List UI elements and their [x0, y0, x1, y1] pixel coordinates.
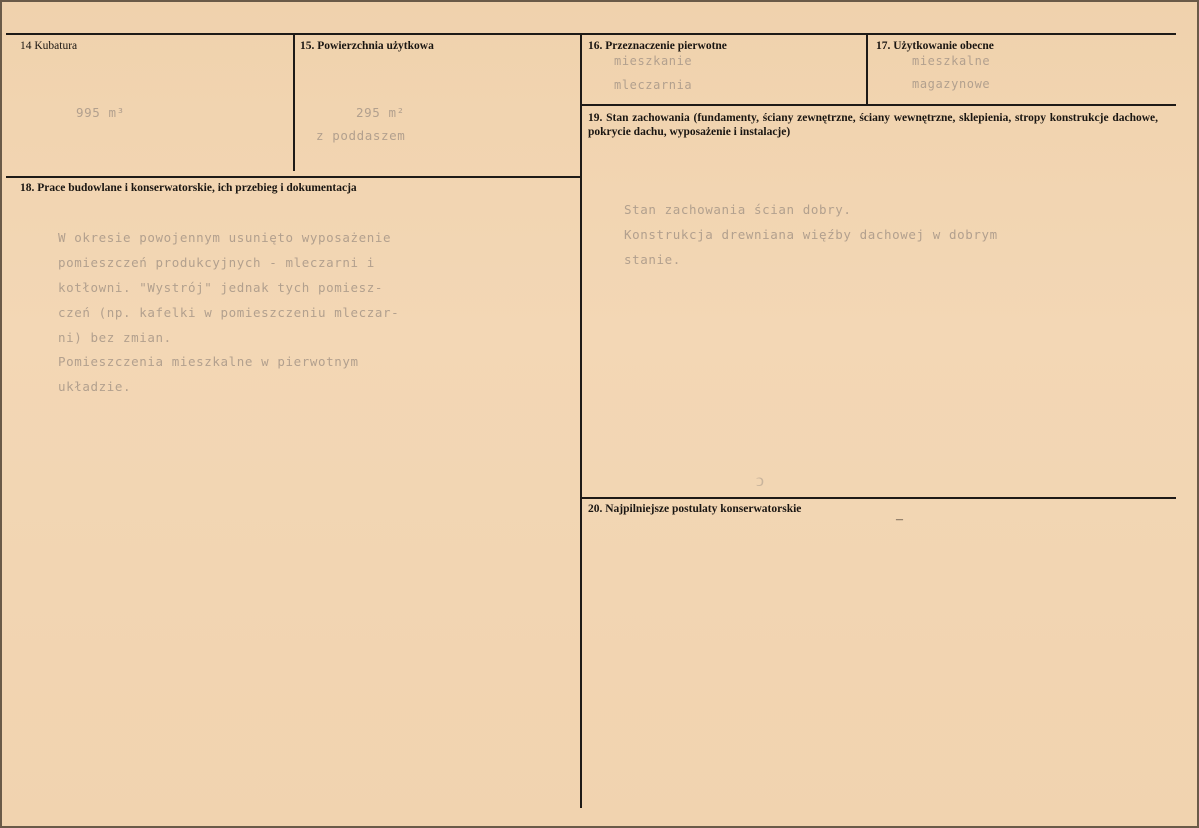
field-19-line-2: Konstrukcja drewniana więźby dachowej w dobrym	[624, 227, 998, 242]
top-rule	[6, 33, 1176, 35]
field-16-value-2: mleczarnia	[614, 78, 693, 92]
field-18-line-3: kotłowni. "Wystrój" jednak tych pomiesz-	[58, 280, 384, 295]
paper-speck: ‒	[896, 512, 903, 527]
rule-above-19	[581, 104, 1176, 106]
field-19-line-1: Stan zachowania ścian dobry.	[624, 202, 852, 217]
field-19-label: 19. Stan zachowania (fundamenty, ściany zewnętrzne, ściany wewnętrzne, sklepienia, stropy konstrukcje dachowe, pokrycie dachu, wyposażenie i instalacje)	[588, 112, 1158, 138]
field-17-value-2: magazynowe	[912, 77, 991, 91]
field-18-label: 18. Prace budowlane i konserwatorskie, ich przebieg i dokumentacja	[20, 182, 357, 194]
field-16-value-1: mieszkanie	[614, 54, 693, 68]
field-15-label: 15. Powierzchnia użytkowa	[300, 40, 434, 52]
field-15-value-2: z poddaszem	[316, 128, 406, 143]
rule-above-18	[6, 176, 580, 178]
field-14-label: 14 Kubatura	[20, 40, 78, 52]
field-19-line-3: stanie.	[624, 252, 681, 267]
field-18-line-7: układzie.	[58, 379, 132, 394]
center-divider	[580, 34, 582, 808]
field-17-value-1: mieszkalne	[912, 54, 991, 68]
field-16-label: 16. Przeznaczenie pierwotne	[588, 40, 727, 52]
paper-speck: ↄ	[756, 470, 764, 490]
rule-above-20	[581, 497, 1176, 499]
field-18-line-6: Pomieszczenia mieszkalne w pierwotnym	[58, 354, 359, 369]
field-18-line-2: pomieszczeń produkcyjnych - mleczarni i	[58, 255, 375, 270]
field-18-line-1: W okresie powojennym usunięto wyposażenie	[58, 230, 392, 245]
field-15-value-1: 295 m²	[356, 105, 405, 120]
field-20-label: 20. Najpilniejsze postulaty konserwatorskie	[588, 503, 802, 515]
divider-16-17	[866, 34, 868, 104]
field-17-label: 17. Użytkowanie obecne	[876, 40, 994, 52]
field-18-line-5: ni) bez zmian.	[58, 330, 172, 345]
field-14-value: 995 m³	[76, 105, 125, 120]
divider-14-15	[293, 34, 295, 171]
field-18-line-4: czeń (np. kafelki w pomieszczeniu mleczar-	[58, 305, 400, 320]
